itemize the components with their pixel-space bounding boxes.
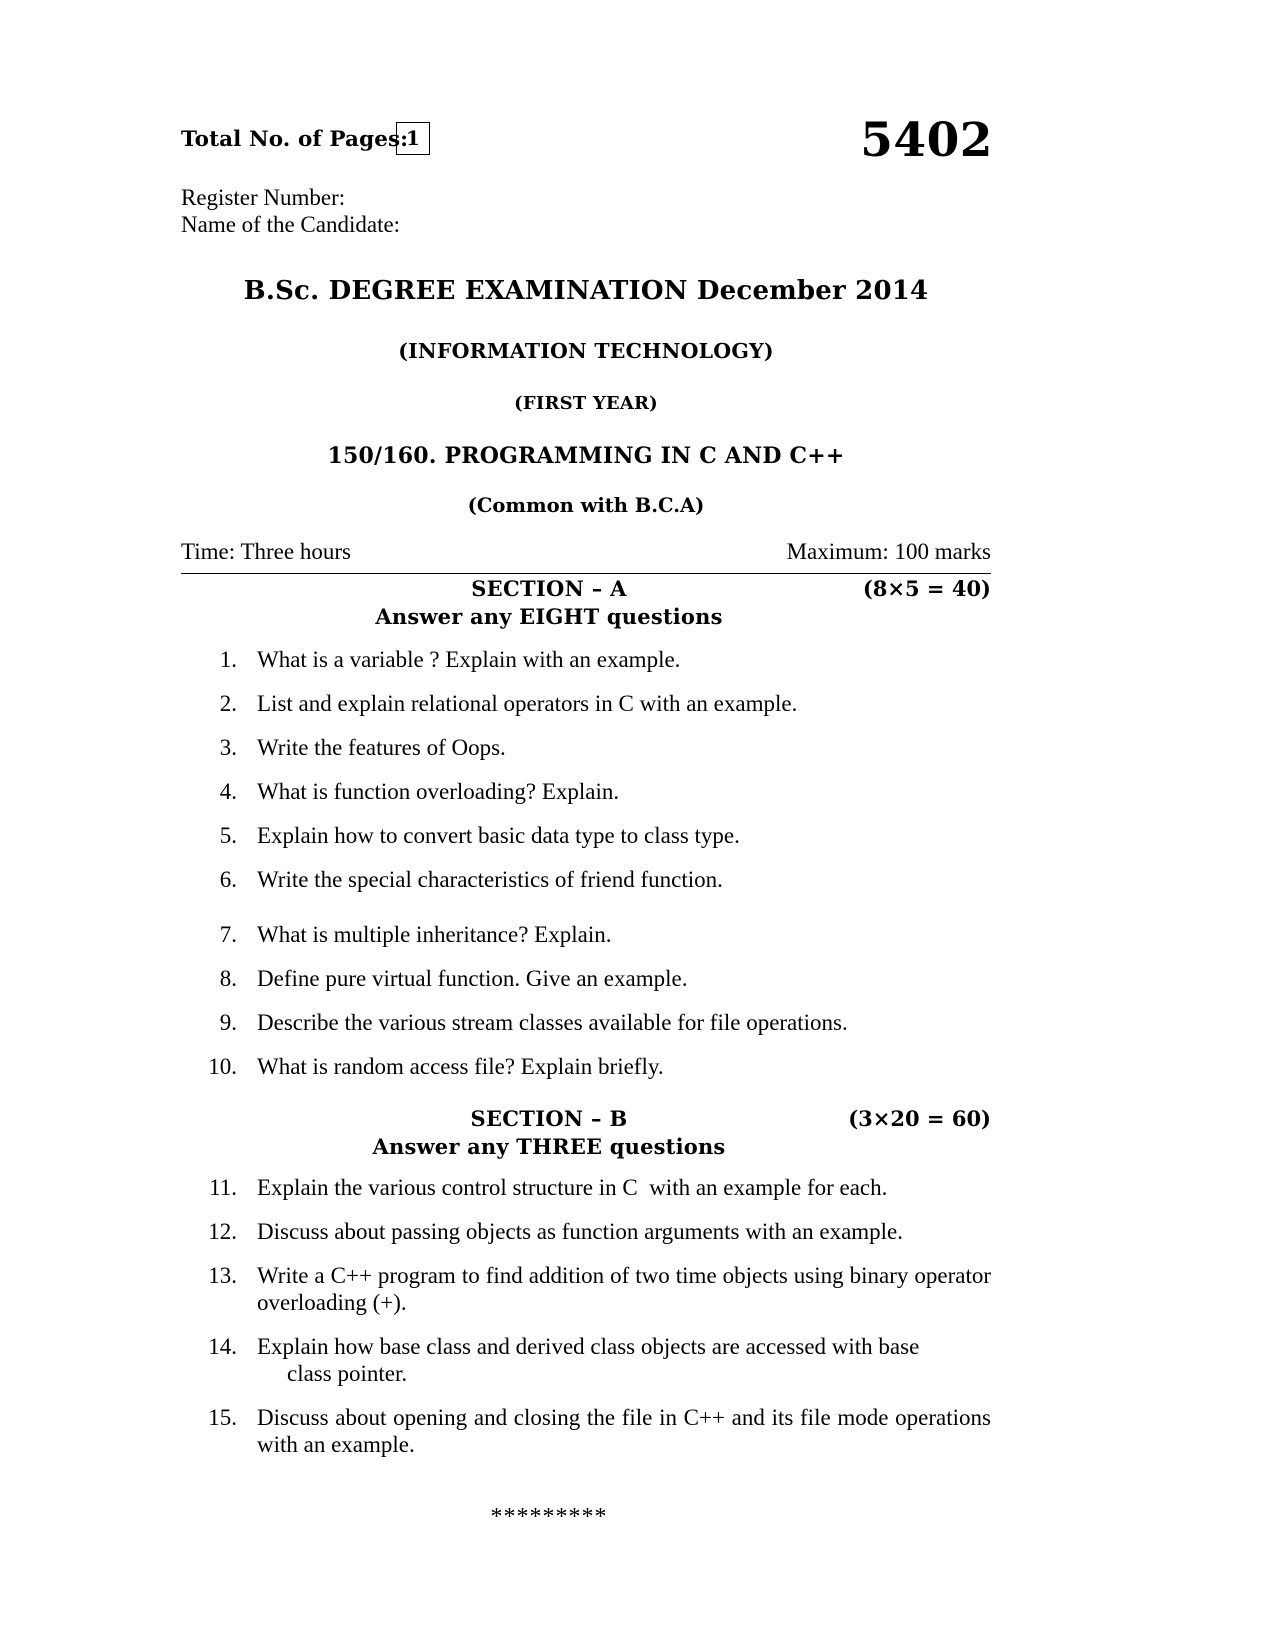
year-title: (FIRST YEAR)	[514, 393, 658, 414]
section-b-instruction: Answer any THREE questions	[372, 1134, 726, 1159]
list-item	[181, 965, 991, 992]
question-number: 2.	[219, 691, 237, 716]
exam-info-row	[181, 539, 991, 569]
question-number: 1.	[219, 647, 237, 672]
list-item	[181, 921, 991, 948]
question-number: 6.	[219, 867, 237, 892]
question-number: 15.	[208, 1405, 237, 1430]
question-text: Explain how to convert basic data type to class type.	[257, 823, 740, 848]
section-a-header	[181, 576, 991, 603]
question-number: 5.	[219, 823, 237, 848]
question-text: Explain the various control structure in C with an example for each.	[257, 1175, 888, 1200]
question-text: Write the special characteristics of friend function.	[257, 867, 723, 892]
section-b-header	[181, 1106, 991, 1133]
list-item	[181, 646, 991, 673]
section-b-title: SECTION – B	[470, 1106, 628, 1131]
list-item	[181, 1404, 997, 1458]
question-text-line1: Explain how base class and derived class objects are accessed with base	[257, 1334, 920, 1359]
exam-code: 5402	[860, 113, 993, 168]
course-title: 150/160. PROGRAMMING IN C AND C++	[327, 443, 845, 469]
question-text: What is a variable ? Explain with an example.	[257, 647, 681, 672]
maximum-marks: Maximum: 100 marks	[786, 539, 991, 564]
question-number: 11.	[209, 1175, 237, 1200]
question-text: What is function overloading? Explain.	[257, 779, 620, 804]
header-row	[181, 113, 993, 186]
branch-title: (INFORMATION TECHNOLOGY)	[398, 339, 774, 363]
question-number: 8.	[219, 966, 237, 991]
section-a-marks: (8×5 = 40)	[862, 576, 991, 601]
question-text: Write the features of Oops.	[257, 735, 506, 760]
candidate-name-label: Name of the Candidate:	[181, 212, 401, 237]
degree-exam-title: B.Sc. DEGREE EXAMINATION December 2014	[243, 276, 929, 306]
list-item	[181, 1333, 991, 1387]
page-content	[181, 0, 997, 1531]
list-item	[181, 690, 991, 717]
footer-asterisks: *********	[490, 1504, 608, 1530]
list-item	[181, 1262, 997, 1316]
question-number: 7.	[219, 922, 237, 947]
section-b-marks: (3×20 = 60)	[848, 1106, 991, 1131]
question-text-line2: class pointer.	[287, 1361, 408, 1386]
list-item	[181, 1053, 991, 1080]
total-pages-box: 1	[396, 122, 430, 155]
question-number: 9.	[219, 1010, 237, 1035]
candidate-details	[181, 184, 991, 238]
question-text: Define pure virtual function. Give an example.	[257, 966, 688, 991]
list-item	[181, 1218, 991, 1245]
list-item	[181, 866, 991, 893]
question-number: 10.	[208, 1054, 237, 1079]
question-text: Discuss about opening and closing the file in C++ and its file mode operations with an example.	[257, 1405, 997, 1457]
question-number: 14.	[208, 1334, 237, 1359]
question-number: 3.	[219, 735, 237, 760]
common-with-title: (Common with B.C.A)	[467, 494, 705, 517]
section-a-instruction: Answer any EIGHT questions	[375, 604, 723, 629]
question-text: Write a C++ program to find addition of two time objects using binary operator overloading (+).	[257, 1263, 997, 1315]
register-number-label: Register Number:	[181, 185, 346, 210]
question-text: What is random access file? Explain briefly.	[257, 1054, 664, 1079]
question-text: List and explain relational operators in C with an example.	[257, 691, 798, 716]
list-item	[181, 822, 991, 849]
question-text: Discuss about passing objects as function arguments with an example.	[257, 1219, 904, 1244]
list-item	[181, 1174, 991, 1201]
section-a-question-list	[181, 646, 991, 1080]
question-number: 13.	[208, 1263, 237, 1288]
question-text: What is multiple inheritance? Explain.	[257, 922, 612, 947]
question-number: 12.	[208, 1219, 237, 1244]
header-divider	[181, 573, 991, 574]
list-item	[181, 778, 991, 805]
question-text: Describe the various stream classes available for file operations.	[257, 1010, 848, 1035]
section-b-question-list	[181, 1174, 997, 1458]
total-pages-label: Total No. of Pages:	[181, 127, 409, 152]
section-a-title: SECTION – A	[471, 576, 627, 601]
list-item	[181, 1009, 991, 1036]
exam-duration: Time: Three hours	[181, 539, 351, 564]
list-item	[181, 734, 991, 761]
question-number: 4.	[219, 779, 237, 804]
